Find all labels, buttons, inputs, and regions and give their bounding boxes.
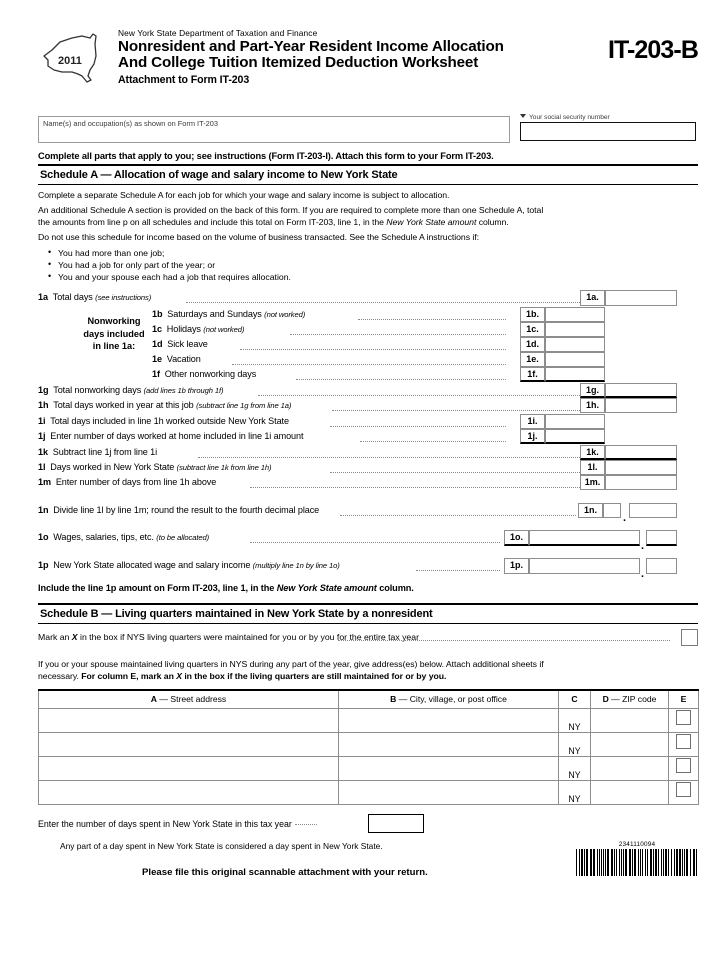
department-name: New York State Department of Taxation and Finance	[118, 28, 318, 38]
still-maintained-checkbox[interactable]	[676, 758, 691, 773]
city-cell[interactable]	[339, 732, 559, 756]
days-spent-label: Enter the number of days spent in New York State in this tax year	[38, 819, 320, 829]
form-number: IT-203-B	[607, 36, 698, 64]
city-cell[interactable]	[339, 708, 559, 732]
line-1g-tag: 1g.	[580, 383, 605, 398]
line-1b-label: 1b Saturdays and Sundays (not worked)	[152, 309, 306, 320]
line-1f-tag: 1f.	[520, 367, 545, 382]
line-1m-tag: 1m.	[580, 475, 605, 490]
line-1a-label: 1a Total days (see instructions)	[38, 292, 152, 303]
line-1l-label: 1l Days worked in New York State (subtract line 1k from line 1h)	[38, 462, 272, 473]
days-spent-input[interactable]	[368, 814, 424, 833]
leader-dots	[290, 334, 506, 335]
line-1e-label: 1e Vacation	[152, 354, 201, 365]
line-1i-label: 1i Total days included in line 1h worked outside New York State	[38, 416, 289, 427]
zip-cell[interactable]	[591, 732, 669, 756]
zip-cell[interactable]	[591, 756, 669, 780]
line-1m-label: 1m Enter number of days from line 1h above	[38, 477, 217, 488]
zip-cell[interactable]	[591, 708, 669, 732]
form-title-line-2: And College Tuition Itemized Deduction Worksheet	[118, 53, 479, 71]
form-page	[0, 28, 720, 959]
line-1a-tag: 1a.	[580, 290, 605, 306]
list-item: • You had a job for only part of the year; or	[48, 259, 698, 271]
zip-cell[interactable]	[591, 780, 669, 804]
line-1j-input[interactable]	[545, 429, 605, 444]
line-1d-label: 1d Sick leave	[152, 339, 208, 350]
column-header-zip: D — ZIP code	[591, 690, 669, 708]
state-cell: NY	[559, 756, 591, 780]
line-1k-tag: 1k.	[580, 445, 605, 460]
table-row	[39, 756, 699, 780]
line-1c-input[interactable]	[545, 322, 605, 337]
schedule-a-under-rule	[38, 184, 698, 185]
entire-tax-year-checkbox[interactable]	[681, 629, 698, 646]
form-header	[38, 28, 698, 106]
schedule-a-heading: Schedule A — Allocation of wage and salary income to New York State	[40, 169, 398, 181]
decimal-point: .	[641, 540, 645, 553]
leader-dots	[186, 302, 580, 303]
form-attachment-note: Attachment to Form IT-203	[118, 74, 250, 87]
leader-dots	[416, 570, 500, 571]
column-header-still-maintained: E	[669, 690, 699, 708]
still-maintained-checkbox[interactable]	[676, 734, 691, 749]
column-header-city: B — City, village, or post office	[339, 690, 559, 708]
leader-dots	[232, 364, 506, 365]
schedule-a-paragraph-2: An additional Schedule A section is provided on the back of this form. If you are required to complete more than one Schedule A, total the amounts from line p on all schedules and include this total on Form IT-203, line 1, in the New York State amount column.	[38, 205, 544, 227]
line-1k-label: 1k Subtract line 1j from line 1i	[38, 447, 158, 458]
line-1e-input[interactable]	[545, 352, 605, 367]
line-1l-tag: 1l.	[580, 460, 605, 475]
city-cell[interactable]	[339, 756, 559, 780]
still-maintained-cell	[669, 708, 699, 732]
line-1g-input[interactable]	[605, 383, 677, 398]
line-1d-input[interactable]	[545, 337, 605, 352]
line-1j-tag: 1j.	[520, 429, 545, 444]
schedule-a-bullet-list	[48, 247, 698, 284]
line-1p-dollars-input[interactable]	[529, 558, 640, 574]
living-quarters-address-table	[38, 689, 699, 805]
barcode-number: 2341110094	[618, 840, 656, 848]
line-1h-label: 1h Total days worked in year at this job (subtract line 1g from line 1a)	[38, 400, 292, 411]
schedule-b-under-rule	[38, 623, 698, 624]
list-item: • You had more than one job;	[48, 247, 698, 259]
decimal-point: .	[623, 512, 627, 525]
still-maintained-checkbox[interactable]	[676, 710, 691, 725]
line-1c-tag: 1c.	[520, 322, 545, 337]
line-1l-input[interactable]	[605, 460, 677, 475]
line-1e-tag: 1e.	[520, 352, 545, 367]
new-york-state-outline-icon	[38, 30, 110, 92]
still-maintained-cell	[669, 756, 699, 780]
form-title-line-1: Nonresident and Part-Year Resident Income Allocation	[118, 38, 504, 55]
leader-dots	[295, 824, 317, 825]
column-header-street-address: A — Street address	[39, 690, 339, 708]
schedule-b-question-row	[38, 629, 698, 647]
leader-dots	[296, 379, 506, 380]
table-header-row	[39, 690, 699, 708]
street-address-cell[interactable]	[39, 780, 339, 804]
state-cell: NY	[559, 780, 591, 804]
complete-instruction: Complete all parts that apply to you; see instructions (Form IT-203-I). Attach this form to your Form IT-203.	[38, 151, 494, 161]
table-row	[39, 732, 699, 756]
leader-dots	[250, 487, 580, 488]
still-maintained-cell	[669, 732, 699, 756]
line-1o-dollars-input[interactable]	[529, 530, 640, 546]
line-1h-tag: 1h.	[580, 398, 605, 413]
days-spent-note: Any part of a day spent in New York State is considered a day spent in New York State.	[60, 840, 383, 851]
scannable-barcode	[576, 841, 698, 876]
leader-dots	[338, 640, 670, 641]
schedule-b-paragraph: If you or your spouse maintained living quarters in NYS during any part of the year, give address(es) below. Attach additional sheets if necessary. For column E, mark an X in the box if the living quarters are still maintained for or by you.	[38, 659, 544, 681]
pointer-triangle-icon	[520, 114, 526, 118]
line-1o-cents-input[interactable]	[646, 530, 677, 546]
schedule-a-paragraph-1: Complete a separate Schedule A for each job for which your wage and salary income is subject to allocation.	[38, 190, 450, 200]
street-address-cell[interactable]	[39, 732, 339, 756]
leader-dots	[250, 542, 500, 543]
state-cell: NY	[559, 708, 591, 732]
name-field-caption: Name(s) and occupation(s) as shown on Form IT-203	[43, 119, 218, 128]
state-cell: NY	[559, 732, 591, 756]
line-1j-label: 1j Enter number of days worked at home included in line 1i amount	[38, 431, 304, 442]
column-header-state: C	[559, 690, 591, 708]
line-1n-decimal-input[interactable]	[629, 503, 677, 518]
form-footer	[38, 819, 698, 909]
city-cell[interactable]	[339, 780, 559, 804]
line-1c-label: 1c Holidays (not worked)	[152, 324, 245, 335]
line-1n-label: 1n Divide line 1l by line 1m; round the result to the fourth decimal place	[38, 505, 320, 516]
leader-dots	[340, 515, 576, 516]
line-1p-tag: 1p.	[504, 558, 529, 574]
line-1p-label: 1p New York State allocated wage and salary income (multiply line 1n by line 1o)	[38, 560, 340, 571]
barcode-bars	[576, 849, 698, 876]
line-1g-label: 1g Total nonworking days (add lines 1b through 1f)	[38, 385, 224, 396]
ssn-field-caption: Your social security number	[520, 114, 698, 121]
line-1i-input[interactable]	[545, 414, 605, 429]
schedule-b-question-text: Mark an X in the box if NYS living quarters were maintained for you or by you for the entire tax year	[38, 632, 419, 643]
table-row	[39, 708, 699, 732]
nonworking-days-label: Nonworking days included in line 1a:	[83, 316, 145, 352]
line-1h-input[interactable]	[605, 398, 677, 413]
still-maintained-cell	[669, 780, 699, 804]
line-1n-tag: 1n.	[578, 503, 603, 518]
leader-dots	[330, 426, 506, 427]
ssn-field-group	[520, 114, 698, 141]
street-address-cell[interactable]	[39, 756, 339, 780]
line-1o-label: 1o Wages, salaries, tips, etc. (to be allocated)	[38, 532, 210, 543]
line-1m-input[interactable]	[605, 475, 677, 490]
svg-text:2011: 2011	[58, 55, 82, 67]
file-attachment-note: Please file this original scannable attachment with your return.	[142, 866, 428, 878]
ssn-input[interactable]	[520, 122, 696, 141]
street-address-cell[interactable]	[39, 708, 339, 732]
line-1k-input[interactable]	[605, 445, 677, 460]
line-1b-tag: 1b.	[520, 307, 545, 322]
schedule-b-heading: Schedule B — Living quarters maintained in New York State by a nonresident	[40, 608, 433, 621]
leader-dots	[358, 319, 506, 320]
line-1b-input[interactable]	[545, 307, 605, 322]
decimal-point: .	[641, 568, 645, 581]
line-1a-input[interactable]	[605, 290, 677, 306]
line-1p-cents-input[interactable]	[646, 558, 677, 574]
line-1o-tag: 1o.	[504, 530, 529, 546]
leader-dots	[240, 349, 506, 350]
leader-dots	[330, 472, 580, 473]
list-item: • You and your spouse each had a job that requires allocation.	[48, 271, 698, 283]
line-1n-whole-input[interactable]	[603, 503, 621, 518]
schedule-a-paragraph-3: Do not use this schedule for income based on the volume of business transacted. See the Schedule A instructions if:	[38, 232, 479, 243]
schedule-a-lines	[0, 289, 720, 579]
leader-dots	[332, 410, 580, 411]
identity-row	[38, 114, 698, 144]
line-1f-label: 1f Other nonworking days	[152, 369, 257, 380]
line-1d-tag: 1d.	[520, 337, 545, 352]
name-and-occupation-field[interactable]	[38, 116, 510, 143]
include-line-1p-note: Include the line 1p amount on Form IT-203, line 1, in the New York State amount column.	[38, 583, 414, 594]
still-maintained-checkbox[interactable]	[676, 782, 691, 797]
leader-dots	[198, 457, 580, 458]
leader-dots	[258, 395, 580, 396]
table-row	[39, 780, 699, 804]
line-1f-input[interactable]	[545, 367, 605, 382]
leader-dots	[360, 441, 506, 442]
schedule-b-section	[0, 603, 720, 804]
line-1i-tag: 1i.	[520, 414, 545, 429]
